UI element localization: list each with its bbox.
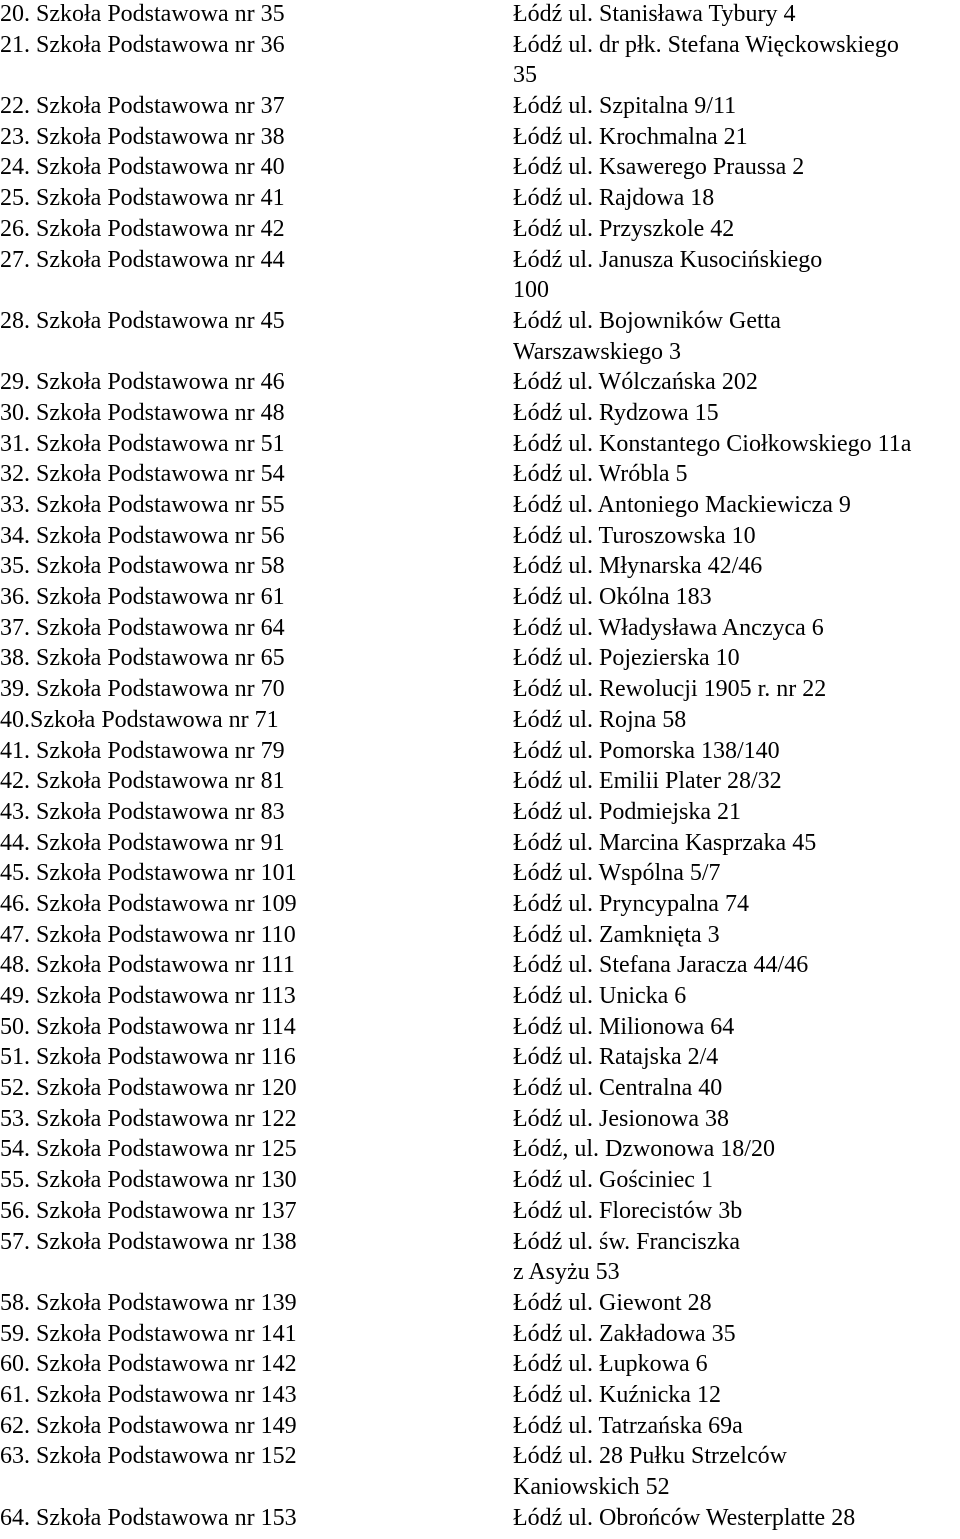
address-line: Łódź ul. dr płk. Stefana Więckowskiego xyxy=(513,31,899,58)
school-name: 21. Szkoła Podstawowa nr 36 xyxy=(0,31,285,58)
list-item xyxy=(0,1012,960,1043)
school-name: 43. Szkoła Podstawowa nr 83 xyxy=(0,798,285,825)
address-line: Łódź ul. Obrońców Westerplatte 28 xyxy=(513,1504,856,1531)
address-line: Łódź ul. Marcina Kasprzaka 45 xyxy=(513,829,817,856)
list-item xyxy=(0,1104,960,1135)
school-address xyxy=(513,736,960,767)
school-address xyxy=(513,398,960,429)
address-line: Łódź ul. Rojna 58 xyxy=(513,706,687,733)
school-name: 30. Szkoła Podstawowa nr 48 xyxy=(0,399,285,426)
school-name: 60. Szkoła Podstawowa nr 142 xyxy=(0,1351,297,1378)
list-item xyxy=(0,1165,960,1196)
school-name: 58. Szkoła Podstawowa nr 139 xyxy=(0,1289,297,1316)
school-address xyxy=(513,1503,960,1534)
list-item xyxy=(0,183,960,214)
school-name: 64. Szkoła Podstawowa nr 153 xyxy=(0,1504,297,1531)
school-name: 48. Szkoła Podstawowa nr 111 xyxy=(0,952,295,979)
school-address xyxy=(513,122,960,153)
list-item xyxy=(0,91,960,122)
school-name: 40.Szkoła Podstawowa nr 71 xyxy=(0,706,279,733)
address-line: Łódź ul. Bojowników Getta xyxy=(513,307,781,334)
list-item xyxy=(0,613,960,644)
address-line: Łódź ul. Giewont 28 xyxy=(513,1289,712,1316)
school-address xyxy=(513,1012,960,1043)
school-address xyxy=(513,30,960,91)
list-item xyxy=(0,429,960,460)
school-address xyxy=(513,1411,960,1442)
address-line: Łódź ul. Szpitalna 9/11 xyxy=(513,93,737,120)
list-item xyxy=(0,398,960,429)
school-address xyxy=(513,950,960,981)
school-address xyxy=(513,214,960,245)
address-line: Łódź ul. Stanisława Tybury 4 xyxy=(513,1,796,27)
address-line: Łódź ul. Podmiejska 21 xyxy=(513,798,741,825)
school-name: 54. Szkoła Podstawowa nr 125 xyxy=(0,1136,297,1163)
school-address xyxy=(513,705,960,736)
address-line: Łódź ul. Florecistów 3b xyxy=(513,1197,743,1224)
address-line: Łódź ul. Zamknięta 3 xyxy=(513,921,720,948)
school-name: 32. Szkoła Podstawowa nr 54 xyxy=(0,461,285,488)
school-name: 31. Szkoła Podstawowa nr 51 xyxy=(0,430,285,457)
list-item xyxy=(0,920,960,951)
address-line: 35 xyxy=(513,62,537,89)
school-name: 56. Szkoła Podstawowa nr 137 xyxy=(0,1197,297,1224)
school-name: 57. Szkoła Podstawowa nr 138 xyxy=(0,1228,297,1255)
list-item xyxy=(0,674,960,705)
address-line: Łódź ul. Rydzowa 15 xyxy=(513,399,719,426)
address-line: Łódź ul. Łupkowa 6 xyxy=(513,1351,708,1378)
school-address xyxy=(513,643,960,674)
school-name: 49. Szkoła Podstawowa nr 113 xyxy=(0,983,296,1009)
list-item xyxy=(0,828,960,859)
school-address xyxy=(513,1441,960,1502)
list-item xyxy=(0,797,960,828)
address-line: Łódź ul. Gościniec 1 xyxy=(513,1167,713,1194)
address-line: Łódź ul. Zakładowa 35 xyxy=(513,1320,736,1347)
school-name: 24. Szkoła Podstawowa nr 40 xyxy=(0,154,285,181)
school-name: 53. Szkoła Podstawowa nr 122 xyxy=(0,1105,297,1132)
school-address xyxy=(513,1319,960,1350)
school-address xyxy=(513,490,960,521)
school-address xyxy=(513,183,960,214)
school-name: 52. Szkoła Podstawowa nr 120 xyxy=(0,1075,297,1102)
school-name: 29. Szkoła Podstawowa nr 46 xyxy=(0,369,285,396)
list-item xyxy=(0,950,960,981)
address-line: Łódź ul. Unicka 6 xyxy=(513,983,687,1009)
list-item xyxy=(0,1441,960,1502)
school-name: 44. Szkoła Podstawowa nr 91 xyxy=(0,829,285,856)
address-line: Łódź ul. Emilii Plater 28/32 xyxy=(513,768,782,795)
school-name: 23. Szkoła Podstawowa nr 38 xyxy=(0,123,285,150)
list-item xyxy=(0,0,960,30)
school-address xyxy=(513,551,960,582)
list-item xyxy=(0,214,960,245)
school-address xyxy=(513,459,960,490)
address-line: Łódź ul. Pojezierska 10 xyxy=(513,645,740,672)
address-line: Łódź ul. św. Franciszka xyxy=(513,1228,741,1255)
school-address xyxy=(513,91,960,122)
address-line: Łódź ul. Kuźnicka 12 xyxy=(513,1381,721,1408)
list-item xyxy=(0,582,960,613)
school-name: 22. Szkoła Podstawowa nr 37 xyxy=(0,93,285,120)
address-line: Łódź ul. Wróbla 5 xyxy=(513,461,688,488)
address-line: Łódź ul. Ksawerego Praussa 2 xyxy=(513,154,805,181)
list-item xyxy=(0,766,960,797)
school-address xyxy=(513,889,960,920)
school-name: 20. Szkoła Podstawowa nr 35 xyxy=(0,1,285,27)
school-address xyxy=(513,582,960,613)
school-address xyxy=(513,920,960,951)
school-name: 41. Szkoła Podstawowa nr 79 xyxy=(0,737,285,764)
address-line: Łódź ul. Przyszkole 42 xyxy=(513,215,735,242)
school-name: 46. Szkoła Podstawowa nr 109 xyxy=(0,890,297,917)
list-item xyxy=(0,1349,960,1380)
school-address xyxy=(513,613,960,644)
address-line: Łódź ul. Centralna 40 xyxy=(513,1075,723,1102)
list-item xyxy=(0,306,960,367)
address-line: Kaniowskich 52 xyxy=(513,1474,670,1500)
school-name: 39. Szkoła Podstawowa nr 70 xyxy=(0,676,285,703)
address-line: Łódź ul. Wspólna 5/7 xyxy=(513,860,721,887)
list-item xyxy=(0,367,960,398)
school-address xyxy=(513,1196,960,1227)
list-item xyxy=(0,30,960,91)
address-line: Łódź ul. Władysława Anczyca 6 xyxy=(513,614,824,641)
list-item xyxy=(0,1073,960,1104)
address-line: Warszawskiego 3 xyxy=(513,338,682,365)
school-address xyxy=(513,152,960,183)
school-name: 63. Szkoła Podstawowa nr 152 xyxy=(0,1443,297,1470)
list-item xyxy=(0,521,960,552)
school-name: 28. Szkoła Podstawowa nr 45 xyxy=(0,307,285,334)
list-item xyxy=(0,1288,960,1319)
address-line: Łódź ul. Konstantego Ciołkowskiego 11a xyxy=(513,430,912,457)
list-item xyxy=(0,1134,960,1165)
school-address xyxy=(513,797,960,828)
school-name: 47. Szkoła Podstawowa nr 110 xyxy=(0,921,296,948)
list-item xyxy=(0,490,960,521)
list-item xyxy=(0,1503,960,1534)
school-address xyxy=(513,1134,960,1165)
school-address xyxy=(513,858,960,889)
list-item xyxy=(0,858,960,889)
list-item xyxy=(0,1196,960,1227)
school-name: 35. Szkoła Podstawowa nr 58 xyxy=(0,553,285,580)
address-line: z Asyżu 53 xyxy=(513,1259,620,1286)
school-address xyxy=(513,245,960,306)
address-line: Łódź ul. Turoszowska 10 xyxy=(513,522,756,549)
list-item xyxy=(0,1227,960,1288)
school-address xyxy=(513,1104,960,1135)
address-line: Łódź ul. Antoniego Mackiewicza 9 xyxy=(513,492,851,518)
address-line: Łódź ul. Rajdowa 18 xyxy=(513,185,715,212)
list-item xyxy=(0,551,960,582)
school-address xyxy=(513,1165,960,1196)
list-item xyxy=(0,122,960,153)
school-name: 55. Szkoła Podstawowa nr 130 xyxy=(0,1167,297,1194)
school-address xyxy=(513,429,960,460)
address-line: Łódź, ul. Dzwonowa 18/20 xyxy=(513,1136,775,1163)
list-item xyxy=(0,981,960,1012)
address-line: Łódź ul. Tatrzańska 69a xyxy=(513,1412,743,1439)
school-address xyxy=(513,1380,960,1411)
address-line: Łódź ul. Jesionowa 38 xyxy=(513,1105,729,1132)
address-line: Łódź ul. Stefana Jaracza 44/46 xyxy=(513,952,809,979)
school-address xyxy=(513,367,960,398)
list-item xyxy=(0,459,960,490)
school-name: 50. Szkoła Podstawowa nr 114 xyxy=(0,1013,296,1040)
school-name: 61. Szkoła Podstawowa nr 143 xyxy=(0,1381,297,1408)
school-address xyxy=(513,766,960,797)
school-address xyxy=(513,1288,960,1319)
address-line: Łódź ul. 28 Pułku Strzelców xyxy=(513,1443,787,1470)
school-address xyxy=(513,1227,960,1288)
list-item xyxy=(0,643,960,674)
school-name: 45. Szkoła Podstawowa nr 101 xyxy=(0,860,297,887)
school-name: 59. Szkoła Podstawowa nr 141 xyxy=(0,1320,297,1347)
school-name: 27. Szkoła Podstawowa nr 44 xyxy=(0,246,285,273)
school-name: 26. Szkoła Podstawowa nr 42 xyxy=(0,215,285,242)
address-line: Łódź ul. Okólna 183 xyxy=(513,584,712,611)
address-line: Łódź ul. Janusza Kusocińskiego xyxy=(513,246,823,273)
school-name: 37. Szkoła Podstawowa nr 64 xyxy=(0,614,285,641)
address-line: Łódź ul. Pomorska 138/140 xyxy=(513,737,780,764)
school-address xyxy=(513,828,960,859)
list-item xyxy=(0,152,960,183)
address-line: Łódź ul. Pryncypalna 74 xyxy=(513,890,749,917)
school-address xyxy=(513,1042,960,1073)
school-name: 42. Szkoła Podstawowa nr 81 xyxy=(0,768,285,795)
school-address xyxy=(513,0,960,30)
school-name: 36. Szkoła Podstawowa nr 61 xyxy=(0,584,285,611)
address-line: Łódź ul. Młynarska 42/46 xyxy=(513,553,763,580)
address-line: Łódź ul. Krochmalna 21 xyxy=(513,123,748,150)
list-item xyxy=(0,889,960,920)
list-item xyxy=(0,1411,960,1442)
school-name: 38. Szkoła Podstawowa nr 65 xyxy=(0,645,285,672)
list-item xyxy=(0,245,960,306)
list-item xyxy=(0,1042,960,1073)
list-item xyxy=(0,1380,960,1411)
school-name: 25. Szkoła Podstawowa nr 41 xyxy=(0,185,285,212)
school-name: 33. Szkoła Podstawowa nr 55 xyxy=(0,492,285,518)
list-item xyxy=(0,736,960,767)
school-address xyxy=(513,521,960,552)
address-line: Łódź ul. Rewolucji 1905 r. nr 22 xyxy=(513,676,827,703)
list-item xyxy=(0,1319,960,1350)
school-name: 62. Szkoła Podstawowa nr 149 xyxy=(0,1412,297,1439)
address-line: 100 xyxy=(513,277,549,304)
school-address xyxy=(513,674,960,705)
school-address xyxy=(513,981,960,1012)
school-address xyxy=(513,306,960,367)
school-address xyxy=(513,1349,960,1380)
school-name: 34. Szkoła Podstawowa nr 56 xyxy=(0,522,285,549)
address-line: Łódź ul. Milionowa 64 xyxy=(513,1013,735,1040)
address-line: Łódź ul. Ratajska 2/4 xyxy=(513,1044,719,1071)
address-line: Łódź ul. Wólczańska 202 xyxy=(513,369,758,396)
school-name: 51. Szkoła Podstawowa nr 116 xyxy=(0,1044,296,1071)
school-address xyxy=(513,1073,960,1104)
list-item xyxy=(0,705,960,736)
